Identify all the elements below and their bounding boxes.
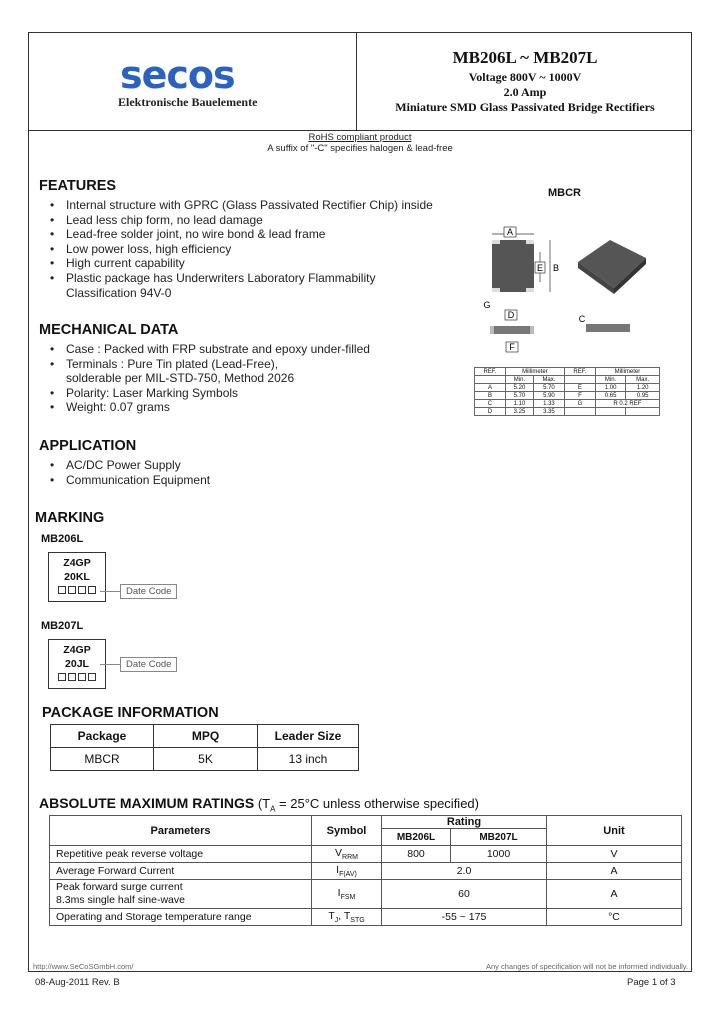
table-row: Peak forward surge current 8.3ms single half sine-wave $I_{FSM}$ 60 A [50,880,682,909]
package-label: MBCR [548,187,581,199]
dimension-table [474,367,660,416]
rohs-suffix-note: A suffix of "-C" specifies halogen & lead-free [267,143,453,154]
pad [526,288,534,292]
package-side-view-2 [586,324,630,332]
list-item: • AC/DC Power Supply [50,458,210,473]
dim-letter-e: E [536,263,544,273]
features-list [50,198,433,300]
leader-line [100,591,120,592]
footer-date: 08-Aug-2011 Rev. B [35,977,120,988]
table-row: A 5.20 5.70 E 1.00 1.20 [475,384,660,392]
table-header: Symbol [312,816,382,846]
dim-max-header: Max. [626,376,660,384]
header-divider [28,130,692,131]
table-row: Repetitive peak reverse voltage $V_{RRM}$ 800 1000 V [50,846,682,863]
dim-mm-header: Millimeter [595,368,659,376]
package-drawing [478,222,678,362]
list-item: • Low power loss, high efficiency [50,242,433,257]
table-header: Rating [382,816,547,829]
list-item: • Terminals : Pure Tin plated (Lead-Free), [50,357,370,372]
features-heading: FEATURES [39,178,117,194]
footer-page: Page 1 of 3 [627,977,676,988]
table-row: Operating and Storage temperature range $T_J$, $T_{STG}$ -55 ~ 175 °C [50,909,682,926]
dim-min-header: Min. [595,376,625,384]
list-item: • Plastic package has Underwriters Laboratory Flammability [50,271,433,286]
dim-min-header: Min. [505,376,533,384]
dim-mm-header: Millimeter [505,368,564,376]
current-rating: 2.0 Amp [503,85,547,99]
leader-line [100,664,120,665]
date-code-label: Date Code [120,584,177,599]
list-item: • Lead-free solder joint, no wire bond & lead frame [50,227,433,242]
list-item: • Case : Packed with FRP substrate and epoxy under-filled [50,342,370,357]
date-code-squares [49,584,105,598]
header-vertical-divider [356,32,357,130]
mechanical-list [50,342,370,415]
footer-url[interactable]: http://www.SeCoSGmbH.com/ [33,962,134,971]
table-header: Unit [547,816,682,846]
list-item: • Polarity: Laser Marking Symbols [50,386,370,401]
table-header: Parameters [50,816,312,846]
dim-ref-header: REF. [475,368,506,376]
table-header: MB207L [451,829,547,846]
pad [492,240,500,244]
voltage-rating: Voltage 800V ~ 1000V [468,70,582,84]
marking-mb206-box [48,552,106,602]
list-item: • Communication Equipment [50,473,210,488]
ratings-table [49,815,682,926]
table-row: C 1.10 1.33 G R 0.2 REF [475,400,660,408]
dim-letter-f: F [509,342,515,352]
dim-ref-header: REF. [564,368,595,376]
marking-mb207-label: MB207L [41,620,84,632]
dim-letter-b: B [552,263,560,273]
table-header: MPQ [154,725,258,748]
date-code-squares [49,671,105,685]
package-top-view [492,240,534,292]
part-number-title: MB206L ~ MB207L [452,48,598,67]
marking-code: 20KL [64,571,90,583]
rohs-note: RoHS compliant product [308,132,412,143]
list-item: • Lead less chip form, no lead damage [50,213,433,228]
table-header: MB206L [382,829,451,846]
logo: secos [120,53,235,97]
package-iso-view [578,240,646,288]
package-info-table [50,724,359,771]
list-item-continuation: solderable per MIL-STD-750, Method 2026 [66,371,295,386]
marking-heading: MARKING [35,510,105,526]
list-item-continuation: Classification 94V-0 [66,285,172,300]
list-item: • High current capability [50,256,433,271]
table-header: Package [51,725,154,748]
dim-letter-c: C [578,314,586,324]
marking-mb206-label: MB206L [41,533,84,545]
table-row: Average Forward Current $I_{F(AV)}$ 2.0 A [50,863,682,880]
pad [492,288,500,292]
ratings-heading-line [39,795,479,814]
table-row: B 5.70 5.90 F 0.65 0.95 [475,392,660,400]
table-header: Leader Size [258,725,359,748]
list-item: • Weight: 0.07 grams [50,400,370,415]
package-info-heading: PACKAGE INFORMATION [42,705,219,721]
table-row: D 3.25 3.35 [475,408,660,416]
pad [490,326,494,334]
mechanical-heading: MECHANICAL DATA [39,322,179,338]
dim-letter-g: G [483,300,491,310]
ratings-heading: ABSOLUTE MAXIMUM RATINGS [39,795,255,811]
table-row: MBCR 5K 13 inch [51,748,359,771]
list-item: • Internal structure with GPRC (Glass Passivated Rectifier Chip) inside [50,198,433,213]
marking-mb207-box [48,639,106,689]
pad [526,240,534,244]
dim-max-header: Max. [533,376,564,384]
marking-code: Z4GP [63,557,91,569]
marking-code: Z4GP [63,644,91,656]
date-code-label: Date Code [120,657,177,672]
product-description: Miniature SMD Glass Passivated Bridge Rectifiers [395,100,655,114]
dim-letter-d: D [507,310,515,320]
application-list [50,458,210,487]
package-side-view [492,326,532,334]
pad [530,326,534,334]
dim-letter-a: A [506,227,514,237]
application-heading: APPLICATION [39,438,137,454]
footer-notice: Any changes of specification will not be informed individually. [486,962,689,971]
logo-subtitle: Elektronische Bauelemente [118,95,258,109]
ratings-condition: ($T_A = 25^\circ C$ unless otherwise specified) [257,796,479,814]
marking-code: 20JL [65,658,89,670]
